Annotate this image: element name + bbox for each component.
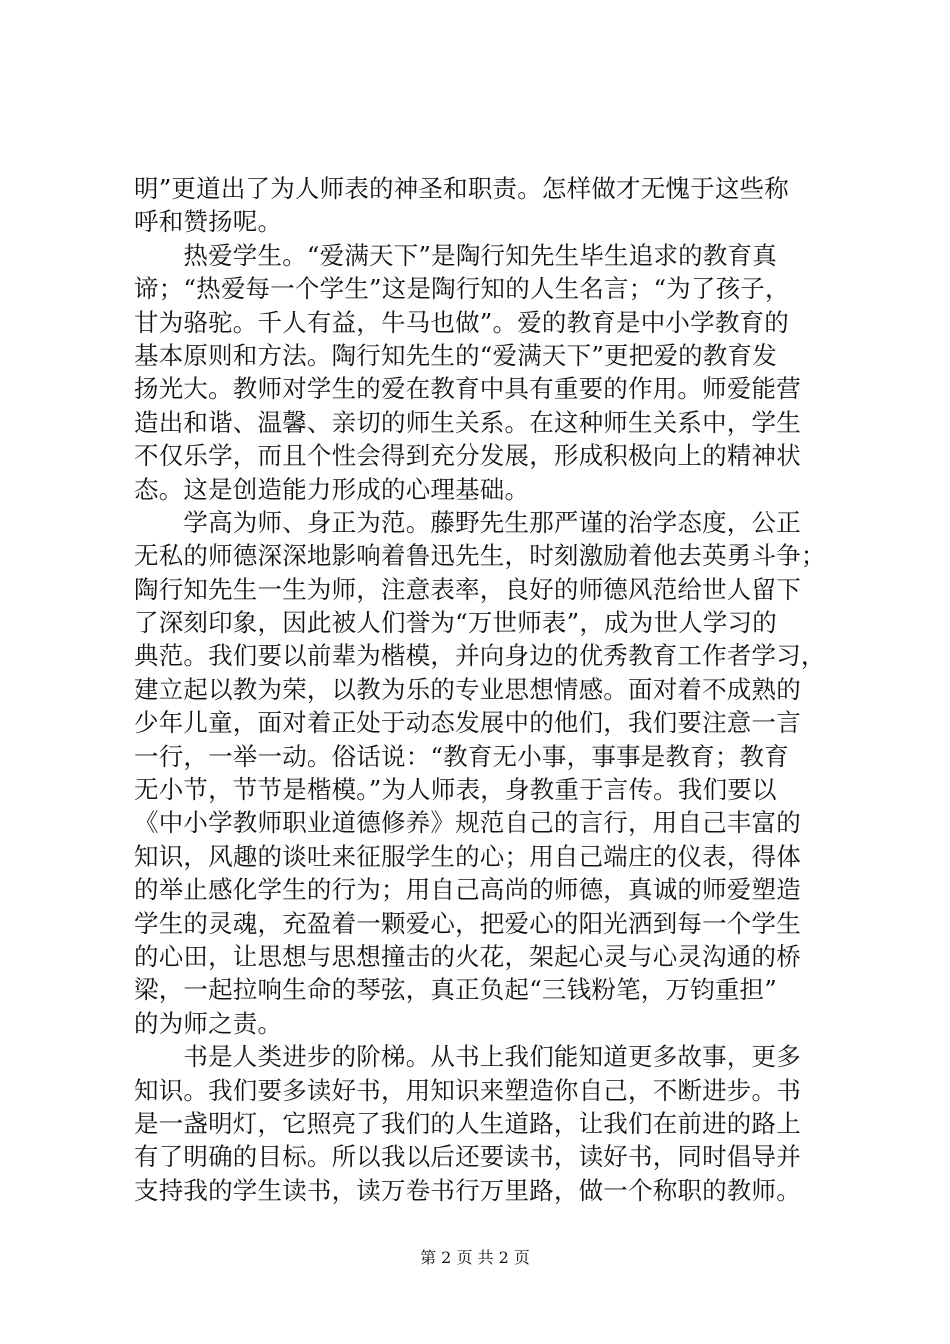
- text-line: 知识。我们要多读好书，用知识来塑造你自己，不断进步。书: [134, 1075, 801, 1105]
- text-line: 学生的灵魂，充盈着一颗爱心，把爱心的阳光洒到每一个学生: [134, 908, 801, 938]
- text-line: 无私的师德深深地影响着鲁迅先生，时刻激励着他去英勇斗争；: [134, 541, 826, 571]
- text-line: 是一盏明灯，它照亮了我们的人生道路，让我们在前进的路上: [134, 1108, 801, 1138]
- text-line: 的举止感化学生的行为；用自己高尚的师德，真诚的师爱塑造: [134, 875, 801, 905]
- text-line: 明”更道出了为人师表的神圣和职责。怎样做才无愧于这些称: [134, 174, 789, 203]
- text-line: 不仅乐学，而且个性会得到充分发展，形成积极向上的精神状: [134, 441, 801, 471]
- text-line: 了深刻印象，因此被人们誉为“万世师表”，成为世人学习的: [134, 608, 777, 638]
- text-line: 典范。我们要以前辈为楷模，并向身边的优秀教育工作者学习，: [134, 641, 826, 671]
- text-line: 支持我的学生读书，读万卷书行万里路，做一个称职的教师。: [134, 1175, 801, 1205]
- text-line: 《中小学教师职业道德修养》规范自己的言行，用自己丰富的: [134, 808, 801, 838]
- text-line: 的为师之责。: [134, 1008, 283, 1038]
- text-line: 呼和赞扬呢。: [134, 207, 283, 237]
- text-line: 热爱学生。“爱满天下”是陶行知先生毕生追求的教育真: [134, 240, 777, 270]
- text-line: 陶行知先生一生为师，注意表率，良好的师德风范给世人留下: [134, 574, 801, 604]
- text-line: 甘为骆驼。千人有益，牛马也做”。爱的教育是中小学教育的: [134, 307, 789, 337]
- text-line: 扬光大。教师对学生的爱在教育中具有重要的作用。师爱能营: [134, 374, 801, 404]
- text-line: 学高为师、身正为范。藤野先生那严谨的治学态度，公正: [134, 507, 801, 537]
- text-line: 一行，一举一动。俗话说：“教育无小事，事事是教育；教育: [134, 741, 789, 771]
- text-line: 谛；“热爱每一个学生”这是陶行知的人生名言；“为了孩子，: [134, 274, 790, 304]
- text-line: 梁，一起拉响生命的琴弦，真正负起“三钱粉笔，万钧重担”: [134, 975, 777, 1005]
- page-number: 第 2 页 共 2 页: [420, 1248, 530, 1267]
- document-body: [134, 172, 824, 1207]
- text-line: 有了明确的目标。所以我以后还要读书，读好书，同时倡导并: [134, 1142, 801, 1172]
- text-line: 知识，风趣的谈吐来征服学生的心；用自己端庄的仪表，得体: [134, 841, 801, 871]
- text-line: 书是人类进步的阶梯。从书上我们能知道更多故事，更多: [134, 1042, 801, 1072]
- text-line: 无小节，节节是楷模。”为人师表，身教重于言传。我们要以: [134, 775, 777, 805]
- text-line: 造出和谐、温馨、亲切的师生关系。在这种师生关系中，学生: [134, 407, 801, 437]
- text-line: 建立起以教为荣，以教为乐的专业思想情感。面对着不成熟的: [134, 674, 801, 704]
- text-line: 少年儿童，面对着正处于动态发展中的他们，我们要注意一言: [134, 708, 801, 738]
- text-line: 态。这是创造能力形成的心理基础。: [134, 474, 530, 504]
- text-line: 的心田，让思想与思想撞击的火花，架起心灵与心灵沟通的桥: [134, 941, 801, 971]
- text-line: 基本原则和方法。陶行知先生的“爱满天下”更把爱的教育发: [134, 340, 777, 370]
